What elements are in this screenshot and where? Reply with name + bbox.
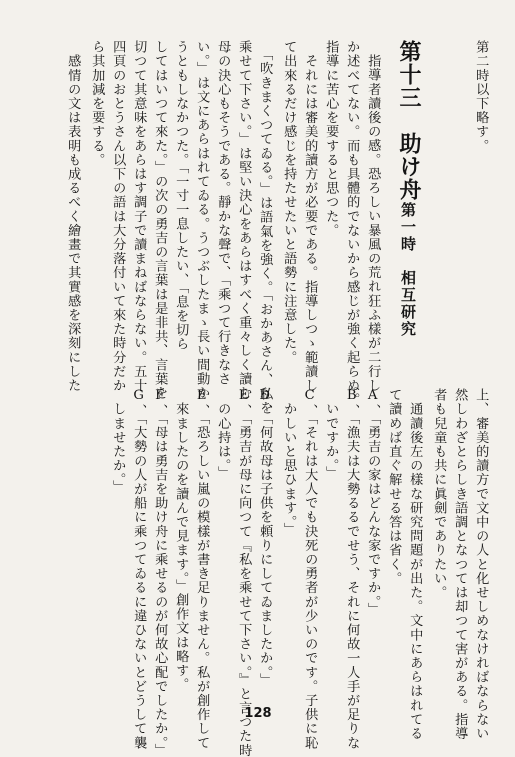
text-column: の心持は。」 — [215, 388, 231, 481]
text-column: それには審美的讀方が必要である。指導しつゝ範讀し — [302, 40, 318, 393]
text-column: E、「恐ろしい嵐の模樣が書き足りません。私が創作して — [194, 388, 210, 750]
text-column: しませたか。」 — [110, 388, 126, 495]
text-column: 指導に苦心を要すると思つた。 — [323, 40, 339, 238]
text-column: い。」は文にあらはれてゐる。うつぶしたまゝ長い間動か — [194, 40, 210, 400]
text-column: て讀めば直ぐ解せる答は省く。 — [386, 388, 402, 586]
text-column: 「吹きまくつてゐる。」は語氣を強く。「おかあさん、私を — [257, 40, 273, 415]
lesson-title: 第十三 助け舟 — [396, 40, 422, 201]
text-column: 然しわざとらしき語調となつては却つて害がある。指導 — [452, 388, 468, 741]
text-column: 切つて其意味をあらはす調子で讀まねばならない。五十 — [131, 40, 147, 393]
text-column: D、「何故母は子供を頼りにしてゐましたか。」 — [257, 388, 273, 687]
text-column: 通讀後左の樣な研究問題が出た。文中にあらはれてる — [407, 388, 423, 741]
text-column: B、「漁夫は大勢るるでせう、それに何故一人手が足りな — [344, 388, 360, 750]
text-column: 四頁のおとうさん以下の語は大分落付いて來た時分だか — [110, 40, 126, 393]
lesson-subtitle: 第一時 相互研究 — [399, 202, 417, 338]
text-column: G、「大勢の人が船に乘つてゐるに違ひないとどうして襲 — [131, 388, 147, 750]
page-number: 128 — [244, 706, 272, 721]
text-column: 母の決心もそうである。靜かな聲で、「乘つて行きなさ — [215, 40, 231, 386]
text-column: C、「それは大人でも決死の勇者が少いのです。子供に恥 — [302, 388, 318, 750]
text-column: か述べてない。而も具體的でないから感じが強く起らぬ。 — [344, 40, 360, 407]
text-column: E、「勇吉が母に向つて『私を乘せて下さい。』と言つた時 — [236, 388, 252, 757]
text-column: て出來るだけ感じを持たせたいと語勢に注意した。 — [281, 40, 297, 365]
text-column: 第二時以下略す。 — [473, 40, 489, 153]
text-column: 上、審美的讀方で文中の人と化せしめなければならない — [473, 388, 489, 741]
text-column: してはいつて來た。」の次の勇吉の言葉は是非共、言葉を — [152, 40, 168, 400]
text-column: 指導者讀後の感。恐ろしい暴風の荒れ狂ふ樣が二行し — [365, 54, 381, 393]
text-column: いですか。」 — [323, 388, 339, 481]
text-column: 來ましたのを讀んで見ます。」創作文は略す。 — [173, 388, 189, 692]
text-column: ら其加減を要する。 — [89, 40, 105, 167]
text-column: F、「母は勇吉を助け舟に乘せるのが何故心配でしたか。」 — [152, 388, 168, 757]
text-column: 感情の文は表明も成るべく繪畫で其實感を深刻にした — [65, 40, 81, 393]
text-column: 者も兒童も共に眞劍でありたい。 — [431, 388, 447, 600]
text-column: うともしなかつた。「一寸一息したい、「息を切ら — [173, 40, 189, 352]
text-column: 乘せて下さい。」は堅い決心をあらはすべく重々しく讀む — [236, 40, 252, 400]
text-column: A、「勇吉の家はどんな家ですか。」 — [365, 388, 381, 617]
text-column: かしいと思ひます。」 — [281, 388, 297, 537]
